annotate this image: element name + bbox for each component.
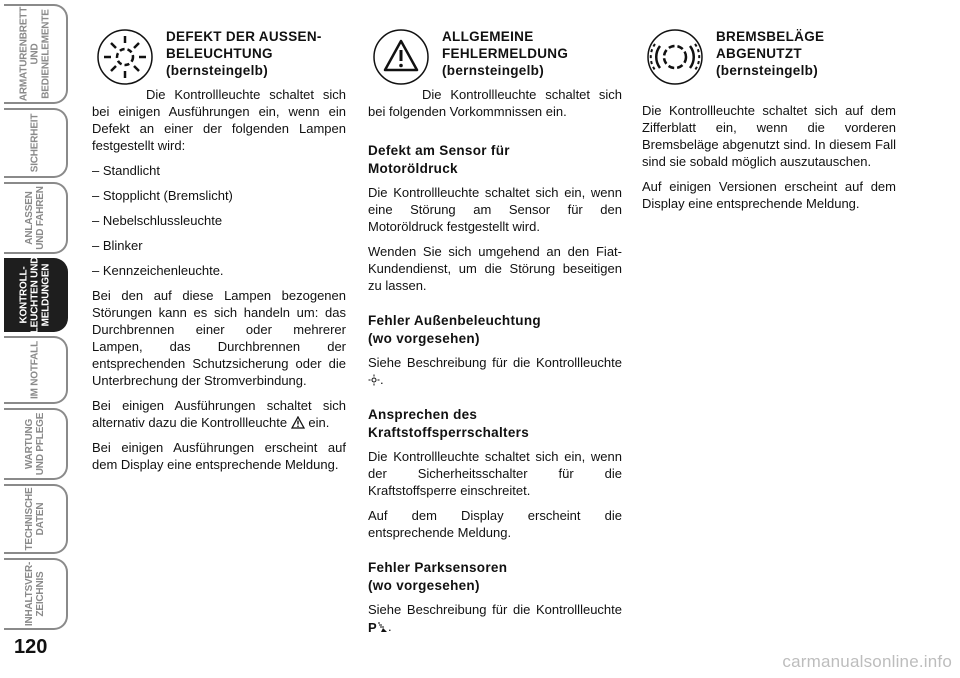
paragraph: Auf dem Display erscheint die entsprechende Meldung. [368, 508, 622, 540]
exterior-light-fault-icon [96, 28, 154, 86]
svg-text:P: P [368, 620, 377, 633]
tab-inhaltsverzeichnis[interactable]: INHALTSVER- ZEICHNIS [4, 558, 68, 630]
watermark-footer: carmanualsonline.info [782, 652, 952, 671]
paragraph: Die Kontrollleuchte schaltet sich ein, wenn der Sicherheitsschalter für die Kraftstoffsperre einschreitet. [368, 449, 622, 498]
paragraph: Wenden Sie sich umgehend an den Fiat-Kundendienst, um die Störung beseitigen zu lassen. [368, 244, 622, 293]
subsection-title: Fehler Parksensoren (wo vorgesehen) [368, 560, 508, 593]
column-general-fault [368, 28, 622, 643]
subsection-title: Fehler Außenbeleuchtung (wo vorgesehen) [368, 313, 541, 346]
tab-kontrollleuchten[interactable]: KONTROLL- LEUCHTEN UND MELDUNGEN [4, 258, 68, 332]
warning-triangle-icon [372, 28, 430, 86]
paragraph: Bei einigen Ausführungen schaltet sich alternativ dazu die Kontrollleuchte ein. [92, 398, 346, 430]
park-sensor-icon [368, 620, 388, 633]
tab-wartung[interactable]: WARTUNG UND PFLEGE [4, 408, 68, 480]
intro-text: Die Kontrollleuchte schaltet sich bei einigen Ausführungen ein, wenn ein Defekt an einer der folgenden Lampen festgestellt wird: [92, 87, 346, 153]
tab-im-notfall[interactable]: IM NOTFALL [4, 336, 68, 404]
chapter-sidebar [0, 0, 72, 678]
tab-sicherheit[interactable]: SICHERHEIT [4, 108, 68, 178]
paragraph: Die Kontrollleuchte schaltet sich auf dem Zifferblatt ein, wenn die vorderen Bremsbeläge abgenutzt sind. In diesem Fall sind sie sobald möglich auszutauschen. [642, 103, 896, 169]
section-title: BREMSBELÄGE ABGENUTZT (bernsteingelb) [716, 29, 825, 78]
column-brake-pads [642, 28, 896, 220]
tab-anlassen[interactable]: ANLASSEN UND FAHREN [4, 182, 68, 254]
section-header [92, 28, 346, 86]
list-item: – Nebelschlussleuchte [92, 213, 223, 228]
warning-triangle-icon [291, 416, 305, 429]
brake-pad-wear-icon [646, 28, 704, 86]
paragraph: Auf einigen Versionen erscheint auf dem Display eine entsprechende Meldung. [642, 179, 896, 211]
intro-text: Die Kontrollleuchte schaltet sich bei folgenden Vorkommnissen ein. [368, 87, 622, 119]
subsection-title: Ansprechen des Kraftstoffsperrschalters [368, 407, 529, 440]
list-item: – Stopplicht (Bremslicht) [92, 188, 233, 203]
tab-armaturenbrett[interactable]: ARMATURENBRETT UND BEDIENELEMENTE [4, 4, 68, 104]
tab-technische-daten[interactable]: TECHNISCHE DATEN [4, 484, 68, 554]
subsection-title: Defekt am Sensor für Motoröldruck [368, 143, 510, 176]
section-header [642, 28, 896, 86]
list-item: – Blinker [92, 238, 143, 253]
paragraph: Siehe Beschreibung für die Kontrollleuchte P . [368, 602, 622, 634]
column-exterior-light-fault [92, 28, 346, 481]
list-item: – Standlicht [92, 163, 160, 178]
paragraph: Bei einigen Ausführungen erscheint auf dem Display eine entsprechende Meldung. [92, 440, 346, 472]
paragraph: Die Kontrollleuchte schaltet sich ein, wenn eine Störung am Sensor für den Motoröldruck festgestellt wird. [368, 185, 622, 234]
paragraph: Bei den auf diese Lampen bezogenen Störungen kann es sich handeln um: das Durchbrennen einer oder mehrerer Lampen, das Durchbrennen der entsprechenden Schutzsicherung oder die Unterbrechung der Stromverbindung. [92, 288, 346, 388]
list-item: – Kennzeichenleuchte. [92, 263, 224, 278]
exterior-light-fault-icon [368, 374, 380, 386]
section-header [368, 28, 622, 86]
paragraph: Siehe Beschreibung für die Kontrollleuchte . [368, 355, 622, 387]
section-title: ALLGEMEINE FEHLERMELDUNG (bernsteingelb) [442, 29, 569, 78]
section-title: DEFEKT DER AUSSEN- BELEUCHTUNG (bernsteingelb) [166, 29, 322, 78]
page-number: 120 [14, 636, 48, 658]
